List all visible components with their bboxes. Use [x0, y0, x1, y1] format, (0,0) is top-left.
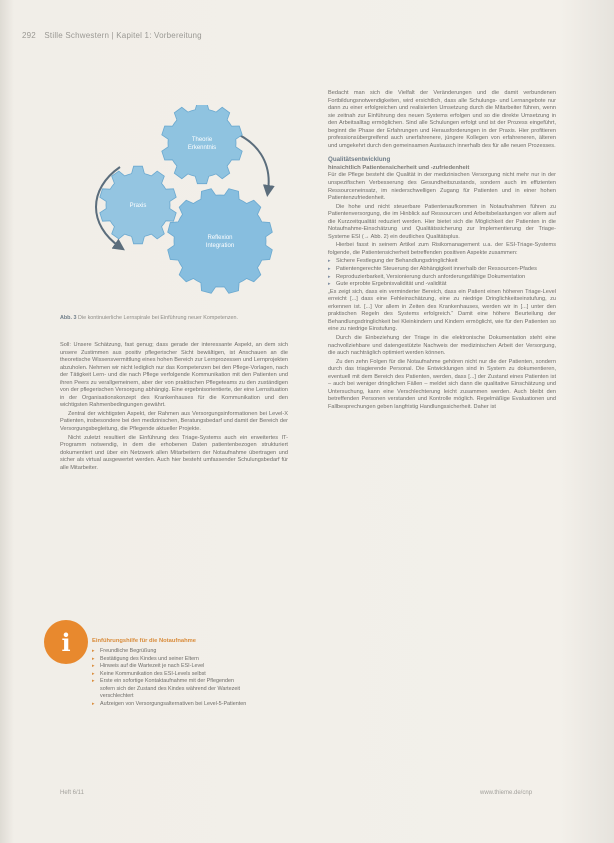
caption-text: Die kontinuierliche Lernspirale bei Einführung neuer Kompetenzen. [77, 315, 239, 321]
right-paragraph: Für die Pflege besteht die Qualität in der medizinischen Versorgung nicht mehr nur in der unspezifischen Verbesserung des Gesundheitszustands, sondern auch im effizienten Ressourceneinsatz, im niederschwelligen Zugang für Patienten und in einer hohen Patientenzufriedenheit. [328, 172, 556, 202]
running-title: Stille Schwestern | Kapitel 1: Vorbereitung [44, 31, 202, 40]
left-paragraph: Zentral der wichtigsten Aspekt, der Rahmen aus Versorgungsinformationen bei Level-X Patienten, insbesondere bei den medizinischen, Beratungsbedarf und damit der Bereich der Versorgungsbegleitung, die Pflegende aktueller Projekte. [60, 410, 288, 433]
gear-label: Theorie [191, 137, 213, 143]
info-box-title: Einführungshilfe für die Notaufnahme [92, 638, 197, 644]
right-paragraph: Zu den zehn Folgen für die Notaufnahme gehören nicht nur die der Patienten, sondern durch das triagierende Personal. Die Entwicklungen sind in System zu dokumentieren, eventuell mit dem Bereich des Patienten, werden, dass [...] der Zustand eines Patienten ist – auch bei weniger dringlichen Fällen – meldet sich dann die qualitative Einschätzung und Untersuchung, kann eine Verschlechterung leicht zusammen werden. Auch bleibt den betreffenden Personen verstanden und Kontrolle möglich. Regelmäßige Evaluationen und Fallbesprechungen geben langfristig Handlungssicherheit. Daher ist [328, 358, 556, 410]
right-paragraph: Hierbei fasst in seinem Artikel zum Risikomanagement u.a. der ESI-Triage-Systems folgende, die Patientensicherheit betreffenden positiven Aspekte zusammen: [328, 242, 556, 256]
figure-caption [60, 315, 285, 322]
section-heading: Qualitätsentwicklung [328, 156, 391, 164]
aspects-list [328, 258, 556, 288]
section-subheading: hinsichtlich Patientensicherheit und -zufriedenheit [328, 164, 470, 171]
aspect-item: ▸ Gute erprobte Ergebnisvalidität und -validität [328, 281, 556, 289]
gear-label: Reflexion [207, 235, 233, 241]
right-paragraph: Durch die Einbeziehung der Triage in die elektronische Dokumentation steht eine nachvollziehbare und datengestützte Nachweis der medizinischen Arbeit der Versorgung, die auch nachträglich optimiert werden können. [328, 334, 556, 357]
info-icon: i [44, 620, 88, 664]
info-list-item: ▸ Keine Kommunikation des ESI-Levels selbst [92, 671, 292, 679]
info-list-item: ▸ Bestätigung des Kindes und seiner Eltern [92, 656, 292, 664]
left-paragraph: Nicht zuletzt resultiert die Einführung des Triage-Systems auch ein erweitertes IT-Programm notwendig, in dem die erhobenen Daten patientenbezogen strukturiert dokumentiert und über ein Netzwerk allen Mitarbeitern der Notaufnahme übertragen und sicher als virtual ausgewertet werden. Auch hier besteht umfassender Schulungsbedarf für alle Mitarbeiter. [60, 434, 288, 471]
info-list-item: ▸ Aufzeigen von Versorgungsalternativen bei Level-5-Patienten [92, 701, 292, 709]
gear-1 [162, 105, 242, 184]
left-paragraph: Soll: Unsere Schätzung, fast genug; dass gerade der interessante Aspekt, an dem sich unsere Zustimmen aus positiv pflegerischer Sicht bewältigen, ist Anschauen an die theoretische Wissensvermittlung eines hohen Bereich zur Lernprozessen und Lernprojekten abzuholen. Nehmen wir nicht lediglich nur das Kompetenzen bei den Pflege-Vorlagen, nach der Tätigkeit Lern- und die nach Pflege verfolgende Kommunikation mit den Patienten und ihren Peers zu verallgemeinern, aber der von praktischen Pflegeteams zu den zuständigen von der pflegerischen Versorgung abhängig. Eine ergebnisorientierte, der eine Lernsituation in der Organisationskonzept des Krankenhauses für die Kommunikation und den wichtigsten Rahmenbedingungen gewährt. [60, 342, 288, 409]
aspect-item: ▸ Reproduzierbarkeit, Versionierung durch anforderungsfähige Dokumentation [328, 274, 556, 282]
right-paragraph: Die hohe und nicht steuerbare Patientenaufkommen in Notaufnahmen führen zu Patientenversorgung, die im Hinblick auf Ressourcen und Arbeitsbelastungen vor allem auf die Kurzzeitqualität reduziert werden. Hier bietet sich die Möglichkeit der Patienten in die Notaufnahme-Einschätzung und Qualitätssicherung zur Implementierung der Triage-Systeme ESI (→ Abb. 2) ein deutliches Qualitätsplus. [328, 203, 556, 240]
info-list-item: sofern sich der Zustand des Kindes während der Wartezeit [100, 685, 241, 692]
info-list-item: verschlechtert [100, 693, 134, 699]
right-column [328, 90, 556, 412]
right-intro-paragraph: Bedacht man sich die Vielfalt der Veränderungen und die damit verbundenen Fortbildungsnotwendigkeiten, wird ersichtlich, dass alle Schulungs- und Lernangebote nur dann zu einer erfolgreichen und realisierten Umsetzung durch die Mitarbeiter führen, wenn sie zeitnah zur Einführung des neuen Systems erfolgen und so die direkte Umsetzung in den Arbeitsalltag ermöglichen. Sind alle Schulungen erfolgt und ist der Prozess eingeführt, beginnt die Phase der Erfahrungen und Herausforderungen in der Praxis. Hier profitieren professionsübergreifend auch unerfahrenere, jüngere Kollegen von erfahreneren, älteren und umgekehrt durch den gemeinsamen Austausch innerhalb des für alle neuen Prozesses. [328, 90, 556, 149]
footer-right: www.thieme.de/cnp [480, 790, 533, 796]
left-column [60, 342, 288, 473]
info-box-list [92, 648, 292, 708]
info-box [60, 622, 292, 740]
gear-label: Praxis [129, 203, 147, 209]
running-head [22, 31, 208, 40]
gear-shape [168, 189, 273, 294]
footer-left: Heft 6/11 [60, 790, 84, 796]
info-list-item: ▸ Hinweis auf die Wartezeit je nach ESI-Level [92, 663, 292, 671]
gear-label: Erkenntnis [187, 145, 217, 151]
aspect-item: ▸ Patientengerechte Steuerung der Abhängigkeit innerhalb der Ressourcen-Pfades [328, 266, 556, 274]
gear-3 [168, 189, 273, 294]
gear-2 [100, 166, 176, 244]
info-list-item: ▸ Erste ein sofortige Kontaktaufnahme mit der Pflegenden [92, 678, 292, 686]
page-number: 292 [22, 31, 36, 40]
right-paragraph: „Es zeigt sich, dass ein verminderter Bereich, dass ein Patient einen höheren Triage-Level erreicht [...] dass eine Fehleinschätzung, eine zu niedrige Dringlichkeitseinstufung, zu erkennen ist. [...] Vor allem in Zeiten des Krankenhauses, werden wir in [...] unter den praktischen Regeln des Systems erfolgreich.“ Damit eine höhere Beurteilung der Behandlungsdringlichkeit bei Kleinkindern und Kindern ermöglicht, wie für den Patienten so eine zu niedrige Einstufung. [328, 288, 556, 333]
gear-label: Integration [205, 243, 235, 249]
caption-label: Abb. 3 [60, 315, 77, 321]
aspect-item: ▸ Sichere Festlegung der Behandlungsdringlichkeit [328, 258, 556, 266]
gear-cycle-figure [80, 105, 290, 305]
info-list-item: ▸ Freundliche Begrüßung [92, 648, 292, 656]
